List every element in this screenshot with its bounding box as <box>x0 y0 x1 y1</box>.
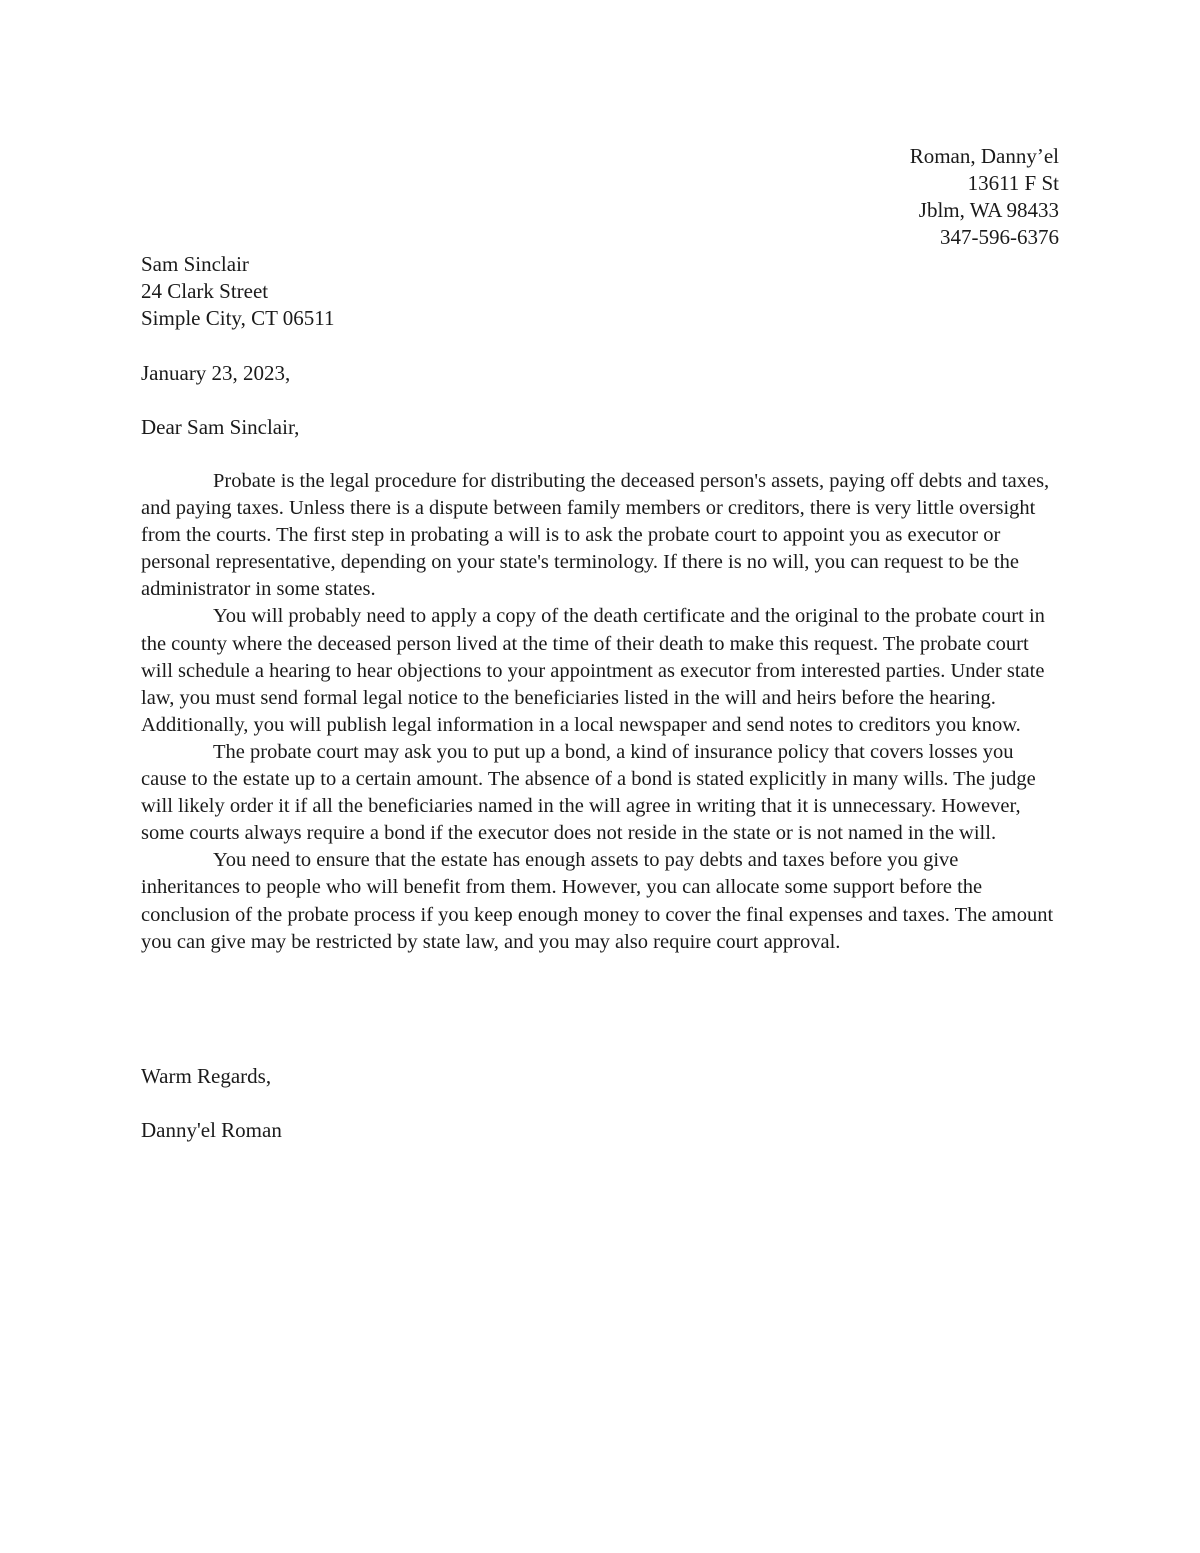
body-paragraph: The probate court may ask you to put up a bond, a kind of insurance policy that covers losses you cause to the estate up to a certain amount. The absence of a bond is stated explicitly in many wills. The judge will likely order it if all the beneficiaries named in the will agree in writing that it is unnecessary. However, some courts always require a bond if the executor does not reside in the state or is not named in the will. <box>141 740 1036 845</box>
closing: Warm Regards, <box>141 1064 272 1088</box>
recipient-street: 24 Clark Street <box>141 279 269 303</box>
signature-name: Danny'el Roman <box>141 1118 282 1142</box>
recipient-address-block <box>141 251 335 332</box>
letter-date: January 23, 2023, <box>141 361 291 385</box>
sender-name: Roman, Danny’el <box>909 144 1059 168</box>
body-paragraph: You will probably need to apply a copy of the death certificate and the original to the probate court in the county where the deceased person lived at the time of their death to make this request. The probate court will schedule a hearing to hear objections to your appointment as executor from interested parties. Under state law, you must send formal legal notice to the beneficiaries listed in the will and heirs before the hearing. Additionally, you will publish legal information in a local newspaper and send notes to creditors you know. <box>141 605 1045 736</box>
sender-address-block <box>910 143 1059 251</box>
sender-street: 13611 F St <box>967 171 1059 195</box>
body-paragraph: Probate is the legal procedure for distributing the deceased person's assets, paying off debts and taxes, and paying taxes. Unless there is a dispute between family members or creditors, there is very little oversight from the courts. The first step in probating a will is to ask the probate court to appoint you as executor or personal representative, depending on your state's terminology. If there is no will, you can request to be the administrator in some states. <box>141 470 1050 601</box>
salutation: Dear Sam Sinclair, <box>141 415 300 439</box>
sender-city-state-zip: Jblm, WA 98433 <box>918 198 1059 222</box>
recipient-name: Sam Sinclair <box>141 252 249 276</box>
letter-body <box>141 468 1061 956</box>
body-paragraph: You need to ensure that the estate has enough assets to pay debts and taxes before you give inheritances to people who will benefit from them. However, you can allocate some support before the conclusion of the probate process if you keep enough money to cover the final expenses and taxes. The amount you can give may be restricted by state law, and you may also require court approval. <box>141 849 1054 953</box>
recipient-city-state-zip: Simple City, CT 06511 <box>141 306 335 330</box>
sender-phone: 347-596-6376 <box>940 225 1059 249</box>
